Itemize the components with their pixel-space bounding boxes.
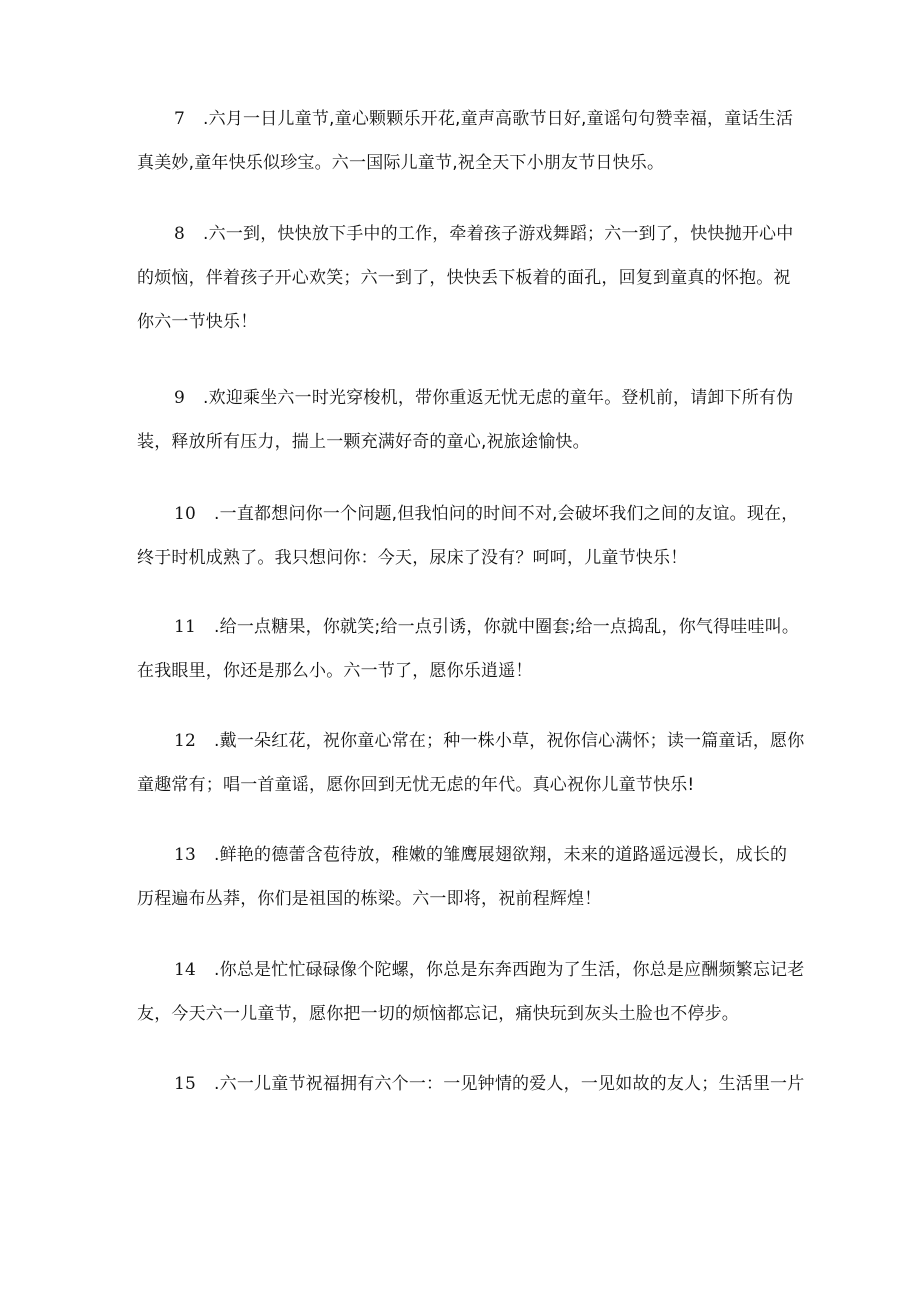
paragraph-first-line	[137, 605, 800, 649]
item-number: 13	[174, 845, 197, 865]
paragraph-13	[137, 833, 787, 921]
paragraph-text: .一直都想问你一个问题,但我怕问的时间不对,会破坏我们之间的友谊。现在，	[214, 504, 799, 524]
paragraph-text: .六一儿童节祝福拥有六个一：一见钟情的爱人，一见如故的友人；生活里一片	[214, 1074, 805, 1094]
paragraph-14	[137, 948, 805, 1036]
paragraph-15	[137, 1062, 805, 1106]
item-number: 8	[174, 224, 186, 244]
paragraph-first-line	[137, 1062, 805, 1106]
paragraph-text: .六一到，快快放下手中的工作，牵着孩子游戏舞蹈；六一到了，快快抛开心中	[203, 224, 794, 244]
paragraph-text: .欢迎乘坐六一时光穿梭机，带你重返无忧无虑的童年。登机前，请卸下所有伪	[203, 388, 794, 408]
paragraph-8	[137, 212, 794, 344]
paragraph-first-line	[137, 97, 794, 141]
paragraph-text: 装，释放所有压力，揣上一颗充满好奇的童心,祝旅途愉快。	[137, 432, 590, 452]
item-number: 12	[174, 731, 197, 751]
paragraph-11	[137, 605, 800, 693]
paragraph-first-line	[137, 948, 805, 992]
item-number: 10	[174, 504, 197, 524]
paragraph-text: 的烦恼，伴着孩子开心欢笑；六一到了，快快丢下板着的面孔，回复到童真的怀抱。祝	[137, 268, 791, 288]
item-number: 7	[174, 109, 186, 129]
paragraph-text: 在我眼里，你还是那么小。六一节了，愿你乐逍遥！	[137, 661, 533, 681]
paragraph-first-line	[137, 492, 799, 536]
paragraph-text: .你总是忙忙碌碌像个陀螺，你总是东奔西跑为了生活，你总是应酬频繁忘记老	[214, 960, 805, 980]
paragraph-text: .鲜艳的德蕾含苞待放，稚嫩的雏鹰展翅欲翔，未来的道路遥远漫长，成长的	[214, 845, 788, 865]
paragraph-first-line	[137, 376, 794, 420]
item-number: 9	[174, 388, 186, 408]
paragraph-9	[137, 376, 794, 464]
paragraph-first-line	[137, 833, 787, 877]
item-number: 14	[174, 960, 197, 980]
paragraph-12	[137, 719, 805, 807]
paragraph-text: .戴一朵红花，祝你童心常在；种一株小草，祝你信心满怀；读一篇童话，愿你	[214, 731, 805, 751]
paragraph-10	[137, 492, 799, 580]
paragraph-text: .六月一日儿童节,童心颗颗乐开花,童声高歌节日好,童谣句句赞幸福，童话生活	[203, 109, 794, 129]
paragraph-text: 真美妙,童年快乐似珍宝。六一国际儿童节,祝全天下小朋友节日快乐。	[137, 153, 665, 173]
paragraph-text: 历程遍布丛莽，你们是祖国的栋梁。六一即将，祝前程辉煌！	[137, 889, 602, 909]
paragraph-text: 终于时机成熟了。我只想问你：今天，尿床了没有？呵呵，儿童节快乐！	[137, 548, 688, 568]
paragraph-first-line	[137, 719, 805, 763]
paragraph-text: .给一点糖果，你就笑;给一点引诱，你就中圈套;给一点捣乱，你气得哇哇叫。	[214, 617, 800, 637]
paragraph-7	[137, 97, 794, 185]
item-number: 15	[174, 1074, 197, 1094]
paragraph-text: 童趣常有；唱一首童谣，愿你回到无忧无虑的年代。真心祝你儿童节快乐!	[137, 775, 695, 795]
item-number: 11	[174, 617, 197, 637]
paragraph-text: 你六一节快乐！	[137, 312, 258, 332]
paragraph-first-line	[137, 212, 794, 256]
paragraph-text: 友，今天六一儿童节，愿你把一切的烦恼都忘记，痛快玩到灰头土脸也不停步。	[137, 1004, 739, 1024]
